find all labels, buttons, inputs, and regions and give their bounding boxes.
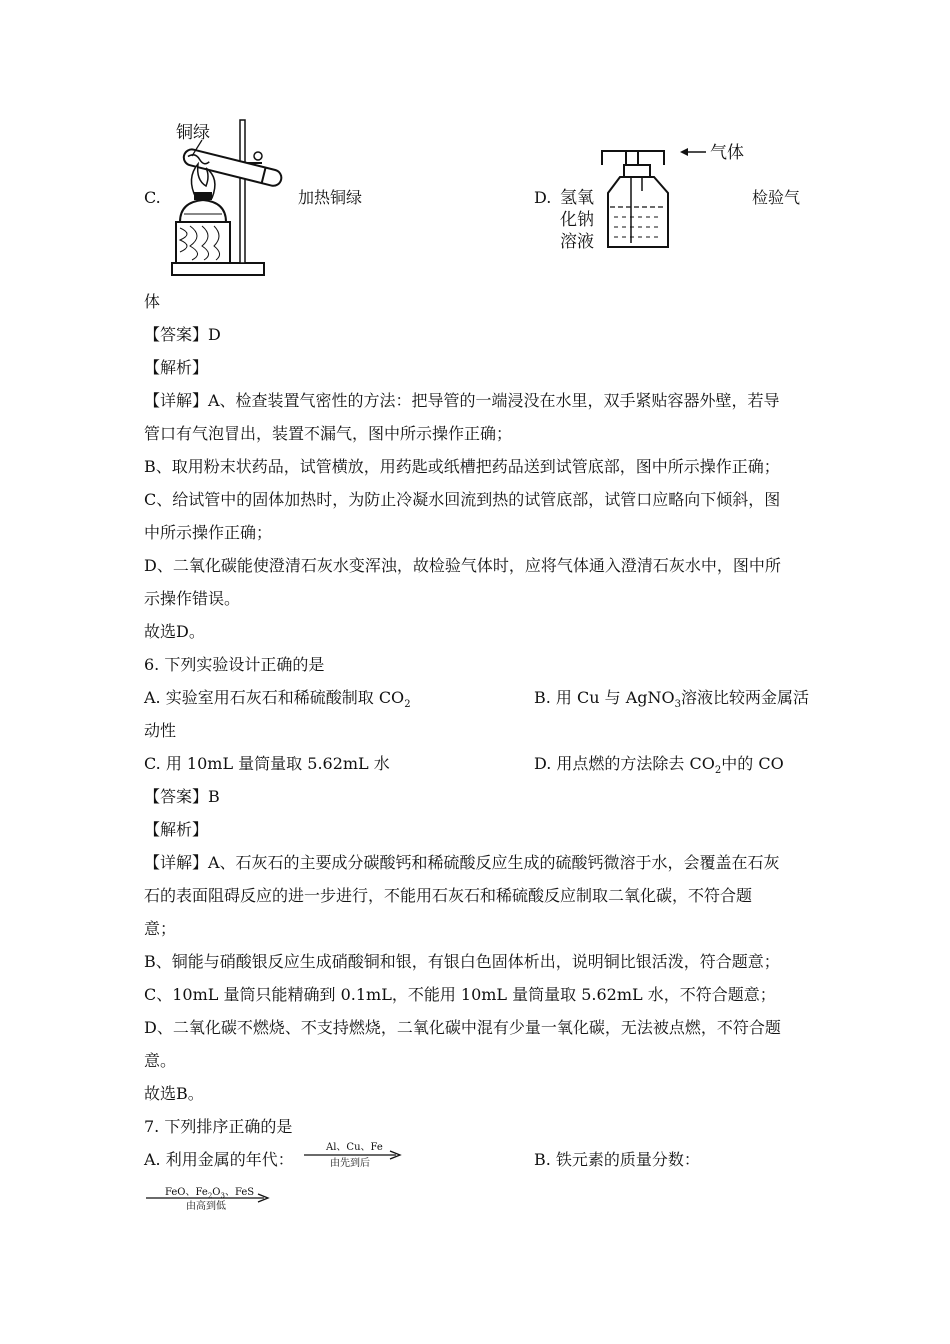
option-d-caption-wrap: 体	[144, 292, 161, 311]
q6-option-a: A. 实验室用石灰石和稀硫酸制取 $CO_2$	[144, 688, 411, 711]
q7-option-a: A. 利用金属的年代：	[144, 1150, 294, 1169]
option-c-caption: 加热铜绿	[298, 188, 363, 207]
q6-detail-line: D、二氧化碳不燃烧、不支持燃烧，二氧化碳中混有少量一氧化碳，无法被点燃，不符合题	[144, 1018, 781, 1037]
q6-detail-line: 石的表面阻碍反应的进一步进行，不能用石灰石和稀硫酸反应制取二氧化碳，不符合题	[144, 886, 753, 905]
q6-conclusion: 故选B。	[144, 1084, 204, 1103]
q7-option-a-arrow-bottom: 由先到后	[330, 1158, 370, 1169]
q6-detail-line: C、10mL 量筒只能精确到 0.1mL，不能用 10mL 量筒量取 5.62mL 水，不符合题意；	[144, 985, 776, 1004]
q6-option-c: C. 用 10mL 量筒量取 5.62mL 水	[144, 754, 390, 773]
q6-detail-line: 意。	[144, 1051, 177, 1070]
q6-option-d: D. 用点燃的方法除去 $CO_2$中的 CO	[534, 754, 784, 777]
q7-option-a-arrow-top: Al、Cu、Fe	[326, 1142, 383, 1153]
figure-label-solution-2: 化钠	[560, 210, 594, 230]
q6-detail-line: B、铜能与硝酸银反应生成硝酸铜和银，有银白色固体析出，说明铜比银活泼，符合题意；	[144, 952, 780, 971]
q7-option-b-arrow-bottom: 由高到低	[186, 1201, 226, 1212]
q6-answer: 【答案】B	[144, 787, 220, 806]
q5-analysis-heading: 【解析】	[144, 358, 209, 377]
q5-detail-line: 中所示操作正确；	[144, 523, 273, 542]
q6-detail-line: 【详解】A、石灰石的主要成分碳酸钙和稀硫酸反应生成的硫酸钙微溶于水，会覆盖在石灰	[144, 853, 780, 872]
q5-detail-line: 【详解】A、检查装置气密性的方法：把导管的一端浸没在水里，双手紧贴容器外壁，若导	[144, 391, 780, 410]
q5-detail-line: 示操作错误。	[144, 589, 241, 608]
figure-label-copper-green: 铜绿	[176, 123, 210, 143]
gas-washing-bottle-figure	[558, 135, 758, 255]
q5-conclusion: 故选D。	[144, 622, 205, 641]
q7-option-b-arrow-top: FeO、$Fe_2O_3$、FeS	[165, 1187, 255, 1200]
q5-detail-line: D、二氧化碳能使澄清石灰水变浑浊，故检验气体时，应将气体通入澄清石灰水中，图中所	[144, 556, 781, 575]
q6-analysis-heading: 【解析】	[144, 820, 209, 839]
q6-option-b: B. 用 Cu 与 AgNO$_3$溶液比较两金属活	[534, 688, 810, 711]
figure-label-gas: 气体	[710, 143, 744, 163]
figure-label-solution-1: 氢氧	[560, 188, 594, 208]
option-c-letter: C.	[144, 188, 161, 207]
q6-detail-line: 意；	[144, 919, 177, 938]
q5-detail-line: C、给试管中的固体加热时，为防止冷凝水回流到热的试管底部，试管口应略向下倾斜，图	[144, 490, 781, 509]
q5-detail-line: 管口有气泡冒出，装置不漏气，图中所示操作正确；	[144, 424, 513, 443]
q6-option-b-wrap: 动性	[144, 721, 177, 740]
q7-option-b: B. 铁元素的质量分数：	[534, 1150, 700, 1169]
q5-answer: 【答案】D	[144, 325, 221, 344]
option-d-caption: 检验气	[752, 188, 801, 207]
q5-detail-line: B、取用粉末状药品，试管横放，用药匙或纸槽把药品送到试管底部，图中所示操作正确；	[144, 457, 780, 476]
figure-label-solution-3: 溶液	[560, 232, 594, 252]
option-d-letter: D.	[534, 188, 552, 207]
q7-question: 7. 下列排序正确的是	[144, 1117, 293, 1136]
copper-green-heating-figure	[166, 118, 296, 280]
q6-question: 6. 下列实验设计正确的是	[144, 655, 325, 674]
